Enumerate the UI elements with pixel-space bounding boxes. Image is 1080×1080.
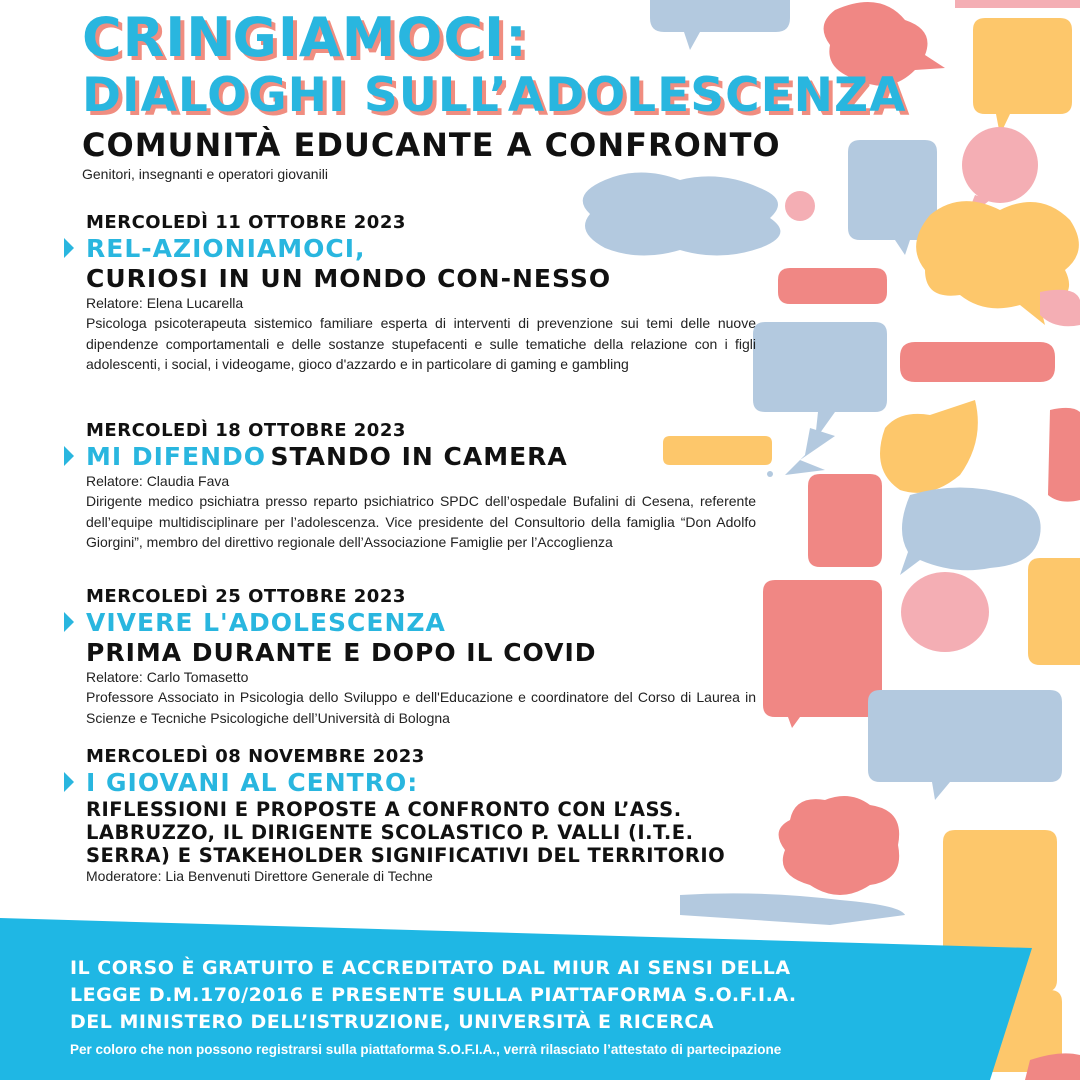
event-heading-blue: REL-AZIONIAMOCI, xyxy=(86,234,366,263)
event-heading-black: STANDO IN CAMERA xyxy=(270,442,568,471)
event-speaker: Relatore: Claudia Fava xyxy=(86,473,230,489)
event-speaker-bio: Psicologa psicoterapeuta sistemico familiare esperta di interventi di prevenzione sui temi delle nuove dipendenze comportamentali e delle sostanze stupefacenti e sulle tematiche della relazione con i figli adolescenti, i social, i videogame, gioco d'azzardo e in particolare di gaming e gambling xyxy=(86,315,756,372)
event-date: MERCOLEDÌ 18 OTTOBRE 2023 xyxy=(86,420,406,441)
event-heading-black: RIFLESSIONI E PROPOSTE A CONFRONTO CON L’ASS. LABRUZZO, IL DIRIGENTE SCOLASTICO P. VALLI (I.T.E. SERRA) E STAKEHOLDER SIGNIFICATIVI DEL TERRITORIO xyxy=(86,798,726,867)
poster-title-line2: DIALOGHI SULL’ADOLESCENZA xyxy=(82,68,907,123)
event-speaker: Relatore: Elena Lucarella xyxy=(86,295,244,311)
event-date: MERCOLEDÌ 11 OTTOBRE 2023 xyxy=(86,212,406,233)
event-heading-blue: MI DIFENDO xyxy=(86,442,267,471)
event-heading-black: PRIMA DURANTE E DOPO IL COVID xyxy=(86,638,597,667)
banner-note: Per coloro che non possono registrarsi sulla piattaforma S.O.F.I.A., verrà rilasciato l’attestato di partecipazione xyxy=(70,1042,782,1057)
event-heading-black: CURIOSI IN UN MONDO CON-NESSO xyxy=(86,264,612,293)
banner-line-1: IL CORSO È GRATUITO E ACCREDITATO DAL MIUR AI SENSI DELLA xyxy=(70,957,791,979)
banner-line-2: LEGGE D.M.170/2016 E PRESENTE SULLA PIATTAFORMA S.O.F.I.A. xyxy=(70,984,797,1006)
event-speaker: Relatore: Carlo Tomasetto xyxy=(86,669,249,685)
event-date: MERCOLEDÌ 25 OTTOBRE 2023 xyxy=(86,586,406,607)
poster-title-line1: CRINGIAMOCI: xyxy=(82,6,528,69)
poster-subtitle: COMUNITÀ EDUCANTE A CONFRONTO xyxy=(82,126,781,164)
banner-line-3: DEL MINISTERO DELL’ISTRUZIONE, UNIVERSITÀ E RICERCA xyxy=(70,1011,715,1033)
event-heading-blue: I GIOVANI AL CENTRO: xyxy=(86,768,419,797)
event-moderator: Moderatore: Lia Benvenuti Direttore Generale di Techne xyxy=(86,868,433,884)
event-speaker-bio: Dirigente medico psichiatra presso reparto psichiatrico SPDC dell’ospedale Bufalini di Cesena, referente dell’equipe multidisciplinare per l’adolescenza. Vice presidente del Consultorio della famiglia “Don Adolfo Giorgini”, membro del direttivo regionale dell’Associazione Famiglie per l’Accoglienza xyxy=(86,493,756,550)
bottom-banner-text xyxy=(70,955,910,1036)
event-date: MERCOLEDÌ 08 NOVEMBRE 2023 xyxy=(86,746,425,767)
event-heading-blue: VIVERE L'ADOLESCENZA xyxy=(86,608,446,637)
poster-tagline: Genitori, insegnanti e operatori giovanili xyxy=(82,166,328,182)
event-speaker-bio: Professore Associato in Psicologia dello Sviluppo e dell'Educazione e coordinatore del Corso di Laurea in Scienze e Tecniche Psicologiche dell’Università di Bologna xyxy=(86,689,756,726)
